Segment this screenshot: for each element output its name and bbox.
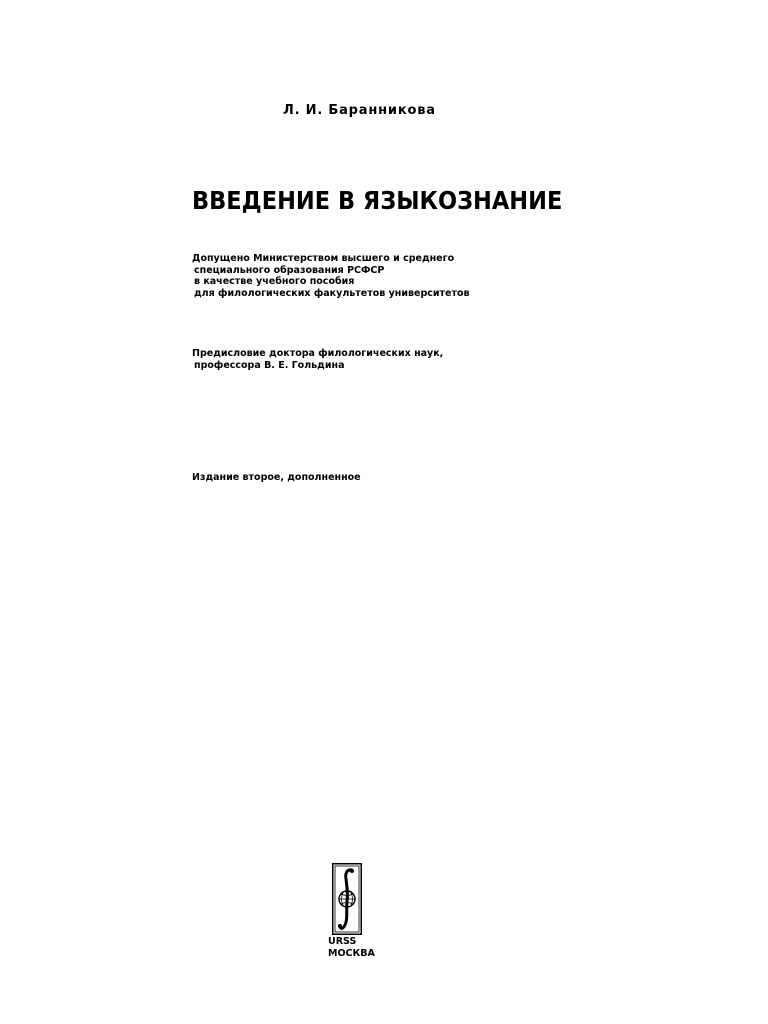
preface-line: Предисловие доктора филологических наук, xyxy=(192,348,444,359)
approval-note xyxy=(192,253,470,299)
approval-line: для филологических факультетов университетов xyxy=(194,287,470,299)
publisher-imprint xyxy=(328,936,375,959)
publisher-city: МОСКВА xyxy=(328,947,375,959)
book-title: ВВЕДЕНИЕ В ЯЗЫКОЗНАНИЕ xyxy=(192,186,563,215)
author-name: Л. И. Баранникова xyxy=(283,103,436,118)
preface-line: профессора В. Е. Гольдина xyxy=(194,359,345,371)
urss-logo-icon xyxy=(332,863,362,935)
approval-line: Допущено Министерством высшего и среднего xyxy=(192,253,455,264)
preface-note xyxy=(192,348,443,371)
approval-line: специального образования РСФСР xyxy=(194,264,385,276)
publisher-name: URSS xyxy=(328,936,357,947)
approval-line: в качестве учебного пособия xyxy=(194,276,355,287)
edition-note: Издание второе, дополненное xyxy=(192,472,361,483)
